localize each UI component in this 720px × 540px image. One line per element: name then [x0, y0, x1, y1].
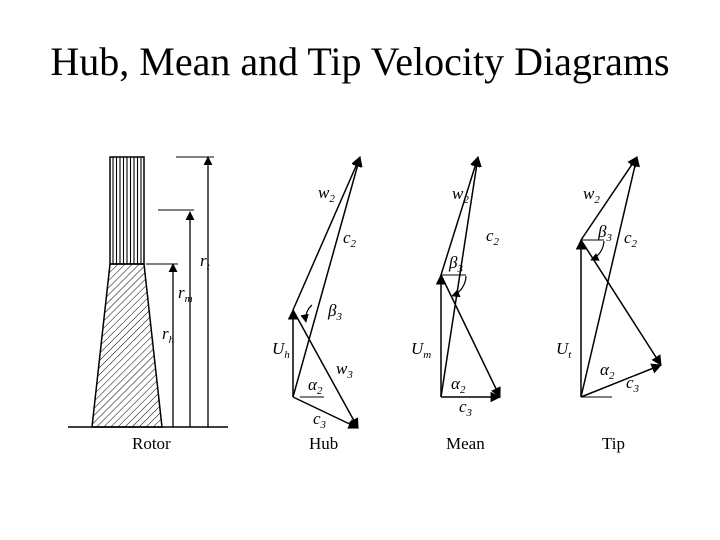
rotor-diagram: [68, 157, 228, 453]
page-title: Hub, Mean and Tip Velocity Diagrams: [50, 39, 670, 84]
tip-c3-label: $c_3$: [626, 373, 640, 395]
mean-radius-label: $r_m$: [178, 283, 193, 305]
mean-u-label: $U_m$: [411, 339, 432, 361]
tip-beta3-label: $\beta_3$: [598, 222, 612, 244]
tip-diagram: [556, 157, 661, 453]
mean-diagram: [411, 157, 500, 453]
mean-caption: Mean: [446, 434, 485, 453]
tip-c2-label: $c_2$: [624, 228, 638, 250]
hub-alpha2-label: $\alpha_2$: [308, 375, 323, 397]
hub-radius-label: $r_h$: [162, 324, 175, 346]
mean-c2-label: $c_2$: [486, 226, 500, 248]
mean-beta3-label: $\beta_3$: [449, 253, 463, 275]
hub-w3-label: $w_3$: [336, 359, 353, 381]
c3-vector: [581, 365, 661, 397]
beta3-arc: [591, 241, 604, 260]
w2-vector: [441, 157, 478, 275]
hub-caption: Hub: [309, 434, 339, 453]
hub-beta3-label: $\beta_3$: [328, 301, 342, 323]
beta3-arc: [306, 305, 312, 322]
disk-section: [92, 264, 162, 427]
mean-c3-label: $c_3$: [459, 397, 473, 419]
hub-u-label: $U_h$: [272, 339, 290, 361]
mean-w2-label: $w_2$: [452, 184, 469, 206]
hub-w2-label: $w_2$: [318, 183, 335, 205]
blade-section: [110, 157, 144, 264]
rotor-caption: Rotor: [132, 434, 171, 453]
tip-u-label: $U_t$: [556, 339, 572, 361]
hub-diagram: [272, 157, 360, 453]
mean-alpha2-label: $\alpha_2$: [451, 374, 466, 396]
tip-caption: Tip: [602, 434, 626, 453]
hub-c2-label: $c_2$: [343, 228, 357, 250]
hub-c3-label: $c_3$: [313, 409, 327, 431]
tip-radius-label: $r_t$: [200, 251, 210, 273]
tip-alpha2-label: $\alpha_2$: [600, 360, 615, 382]
tip-w2-label: $w_2$: [583, 184, 600, 206]
